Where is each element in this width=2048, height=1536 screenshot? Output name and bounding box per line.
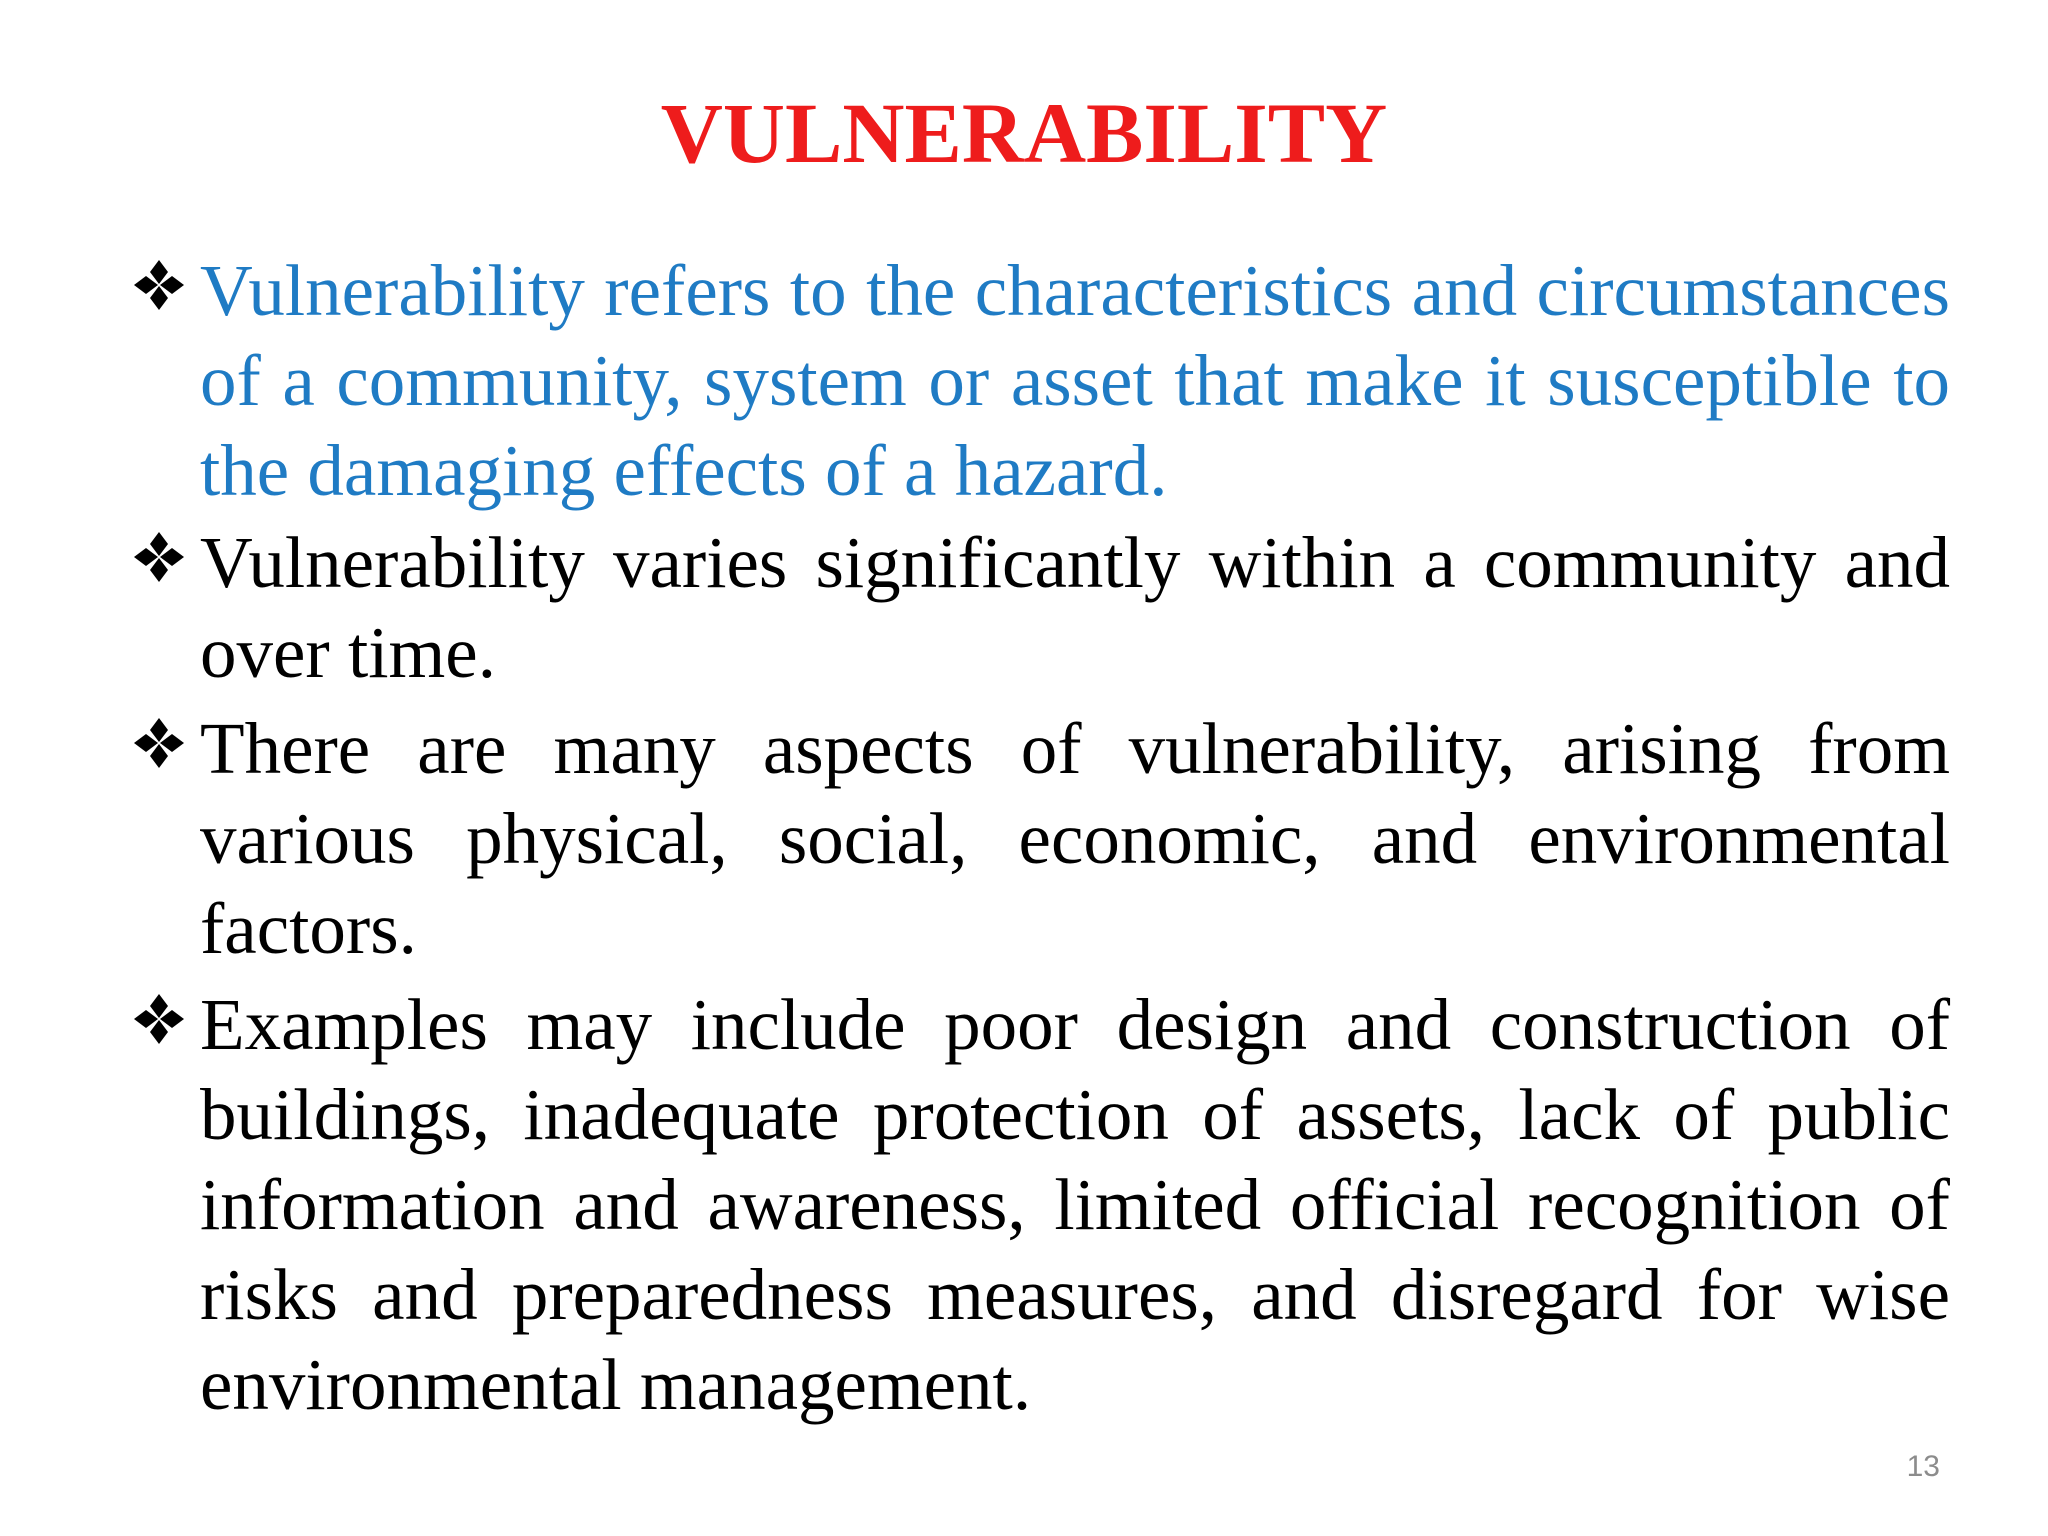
four-diamond-bullet-icon <box>128 712 190 774</box>
four-diamond-bullet-icon <box>128 526 190 588</box>
page-number: 13 <box>1906 1450 1940 1483</box>
bullet-item <box>128 246 1950 516</box>
bullet-text: Vulnerability varies significantly within a community and over time. <box>200 522 1950 693</box>
bullet-item <box>128 704 1950 974</box>
bullet-list <box>128 246 1950 1436</box>
four-diamond-bullet-icon <box>128 988 190 1050</box>
bullet-item <box>128 518 1950 698</box>
slide-title: VULNERABILITY <box>660 85 1388 181</box>
four-diamond-bullet-icon <box>128 254 190 316</box>
bullet-text: There are many aspects of vulnerability, arising from various physical, social, economic, and environmental factors. <box>200 708 1950 969</box>
bullet-item <box>128 980 1950 1430</box>
bullet-text: Examples may include poor design and construction of buildings, inadequate protection of assets, lack of public information and awareness, limited official recognition of risks and preparedness measures, and disregard for wise environmental management. <box>200 984 1950 1425</box>
bullet-text: Vulnerability refers to the characteristics and circumstances of a community, system or asset that make it susceptible to the damaging effects of a hazard. <box>200 250 1950 511</box>
